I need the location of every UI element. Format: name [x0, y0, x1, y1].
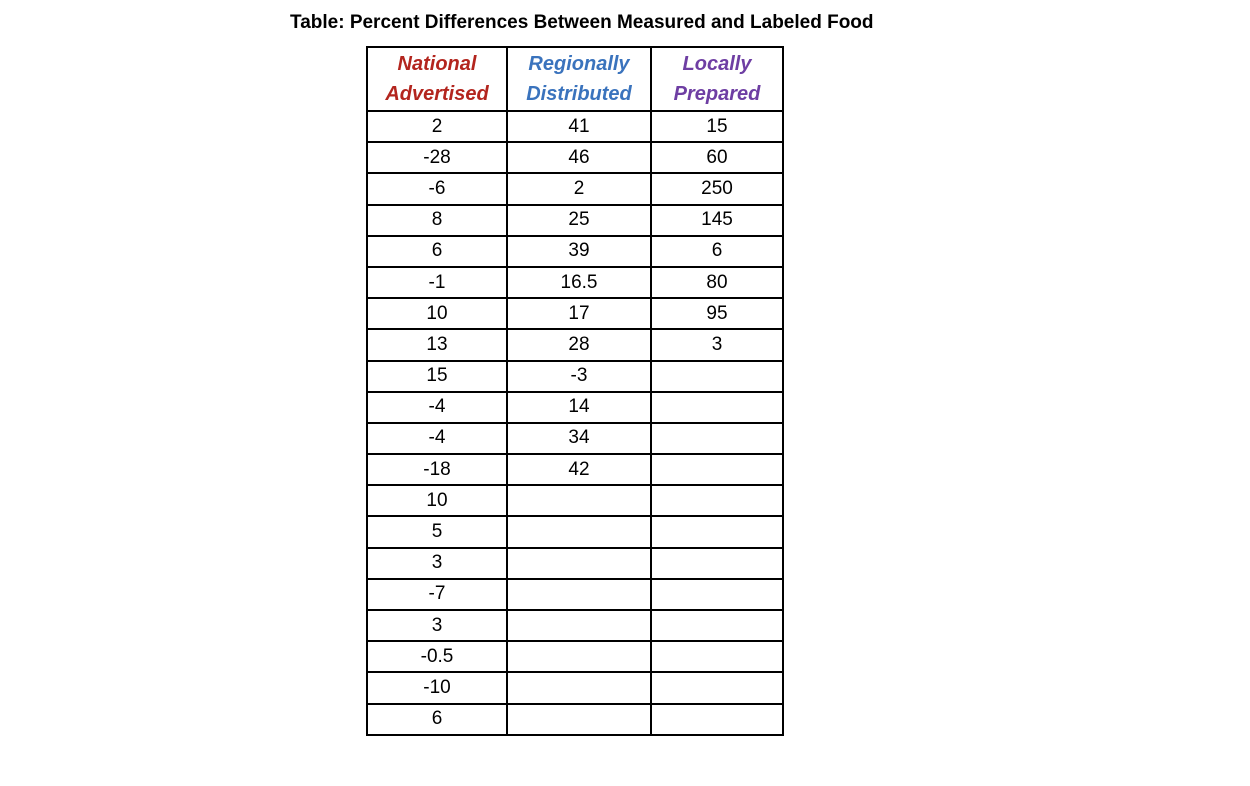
- header-line: Distributed: [526, 83, 632, 105]
- header-line: Prepared: [673, 83, 761, 105]
- table-cell: 8: [367, 205, 507, 236]
- header-locally-prepared: [651, 47, 783, 111]
- table-cell: [507, 579, 651, 610]
- table-cell: -7: [367, 579, 507, 610]
- table-cell: 28: [507, 329, 651, 360]
- table-cell: [651, 610, 783, 641]
- table-row: [367, 579, 783, 610]
- table-row: [367, 298, 783, 329]
- table-row: [367, 548, 783, 579]
- table-cell: 6: [651, 236, 783, 267]
- table-cell: [651, 548, 783, 579]
- table-cell: 3: [651, 329, 783, 360]
- table-title: Table: Percent Differences Between Measured and Labeled Food: [290, 12, 874, 33]
- table-cell: [507, 610, 651, 641]
- table-cell: 39: [507, 236, 651, 267]
- data-table: [366, 46, 784, 736]
- header-regionally-distributed: [507, 47, 651, 111]
- table-cell: 42: [507, 454, 651, 485]
- table-cell: [651, 454, 783, 485]
- table-row: [367, 142, 783, 173]
- table-cell: -1: [367, 267, 507, 298]
- table-cell: [507, 548, 651, 579]
- table-row: [367, 236, 783, 267]
- header-row: [367, 47, 783, 111]
- header-national-advertised: [367, 47, 507, 111]
- table-cell: 25: [507, 205, 651, 236]
- table-cell: 16.5: [507, 267, 651, 298]
- table-cell: [651, 423, 783, 454]
- table-cell: [651, 485, 783, 516]
- table-cell: [651, 704, 783, 735]
- table-row: [367, 672, 783, 703]
- table-row: [367, 610, 783, 641]
- table-cell: 250: [651, 173, 783, 204]
- table-cell: [507, 672, 651, 703]
- table-cell: 41: [507, 111, 651, 142]
- table-row: [367, 111, 783, 142]
- table-cell: [507, 641, 651, 672]
- table-row: [367, 329, 783, 360]
- table-cell: 3: [367, 548, 507, 579]
- table-row: [367, 485, 783, 516]
- table-cell: -0.5: [367, 641, 507, 672]
- table-cell: 6: [367, 236, 507, 267]
- table-row: [367, 704, 783, 735]
- table-cell: 6: [367, 704, 507, 735]
- table-row: [367, 516, 783, 547]
- table-cell: 60: [651, 142, 783, 173]
- table-cell: 95: [651, 298, 783, 329]
- table-row: [367, 454, 783, 485]
- table-cell: -18: [367, 454, 507, 485]
- table-cell: 15: [651, 111, 783, 142]
- table-cell: [651, 641, 783, 672]
- table-cell: 14: [507, 392, 651, 423]
- table-cell: [507, 485, 651, 516]
- table-cell: 5: [367, 516, 507, 547]
- table-cell: 34: [507, 423, 651, 454]
- table-row: [367, 173, 783, 204]
- table-cell: 10: [367, 298, 507, 329]
- table-cell: 17: [507, 298, 651, 329]
- table-cell: 15: [367, 361, 507, 392]
- table-cell: 2: [507, 173, 651, 204]
- table-cell: -28: [367, 142, 507, 173]
- table-cell: 10: [367, 485, 507, 516]
- table-cell: -4: [367, 392, 507, 423]
- table-cell: [651, 579, 783, 610]
- table-cell: -6: [367, 173, 507, 204]
- table-row: [367, 423, 783, 454]
- table-cell: 145: [651, 205, 783, 236]
- table-cell: -3: [507, 361, 651, 392]
- table-cell: -10: [367, 672, 507, 703]
- table-cell: 13: [367, 329, 507, 360]
- table-cell: 3: [367, 610, 507, 641]
- header-line: Regionally: [528, 53, 630, 75]
- table-row: [367, 361, 783, 392]
- table-cell: [507, 704, 651, 735]
- table-row: [367, 392, 783, 423]
- table-cell: [507, 516, 651, 547]
- table-cell: -4: [367, 423, 507, 454]
- table-row: [367, 267, 783, 298]
- table-cell: 2: [367, 111, 507, 142]
- table-cell: 46: [507, 142, 651, 173]
- table-cell: 80: [651, 267, 783, 298]
- table-body: [367, 111, 783, 735]
- table-cell: [651, 672, 783, 703]
- header-line: National: [397, 53, 477, 75]
- table-cell: [651, 392, 783, 423]
- table-cell: [651, 361, 783, 392]
- table-row: [367, 641, 783, 672]
- header-line: Advertised: [385, 83, 489, 105]
- table-row: [367, 205, 783, 236]
- table-cell: [651, 516, 783, 547]
- header-line: Locally: [682, 53, 752, 75]
